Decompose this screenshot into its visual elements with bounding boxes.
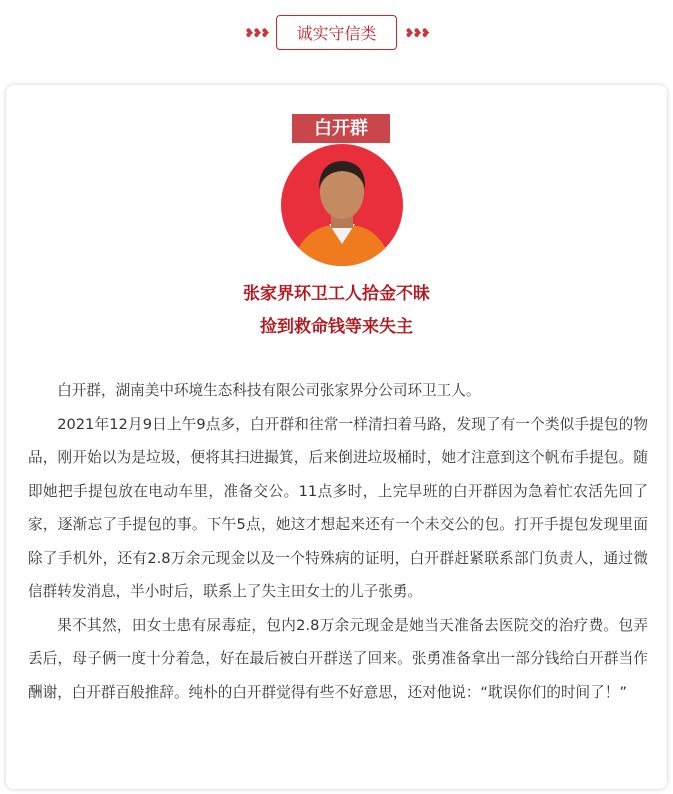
headline-line-2: 捡到救命钱等来失主 bbox=[260, 317, 413, 337]
headline bbox=[6, 278, 667, 344]
person-name: 白开群 bbox=[292, 114, 390, 143]
heart-ornament-right-icon: ❥❥❥ bbox=[404, 25, 429, 40]
paragraph: 果不其然，田女士患有尿毒症，包内2.8万余元现金是她当天准备去医院交的治疗费。包弄丢后，母子俩一度十分着急，好在最后被白开群送了回来。张勇准备拿出一部分钱给白开群当作酬谢，白开群百般推辞。纯朴的白开群觉得有些不好意思，还对他说：“耽误你们的时间了！” bbox=[28, 616, 648, 701]
category-header bbox=[0, 15, 673, 50]
article-card bbox=[6, 85, 667, 789]
headline-line-1: 张家界环卫工人拾金不昧 bbox=[243, 284, 430, 304]
article-body bbox=[28, 374, 648, 709]
paragraph: 2021年12月9日上午9点多，白开群和往常一样清扫着马路，发现了有一个类似手提包的物品，刚开始以为是垃圾，便将其扫进撮箕，后来倒进垃圾桶时，她才注意到这个帆布手提包。随即她把手提包放在电动车里，准备交公。11点多时，上完早班的白开群因为急着忙农活先回了家，逐渐忘了手提包的事。下午5点，她这才想起来还有一个未交公的包。打开手提包发现里面除了手机外，还有2.8万余元现金以及一个特殊病的证明，白开群赶紧联系部门负责人，通过微信群转发消息，半小时后，联系上了失主田女士的儿子张勇。 bbox=[28, 415, 648, 600]
heart-ornament-left-icon: ❥❥❥ bbox=[244, 25, 269, 40]
portrait-photo bbox=[281, 144, 403, 266]
category-label: 诚实守信类 bbox=[276, 15, 396, 50]
paragraph: 白开群，湖南美中环境生态科技有限公司张家界分公司环卫工人。 bbox=[57, 382, 481, 399]
